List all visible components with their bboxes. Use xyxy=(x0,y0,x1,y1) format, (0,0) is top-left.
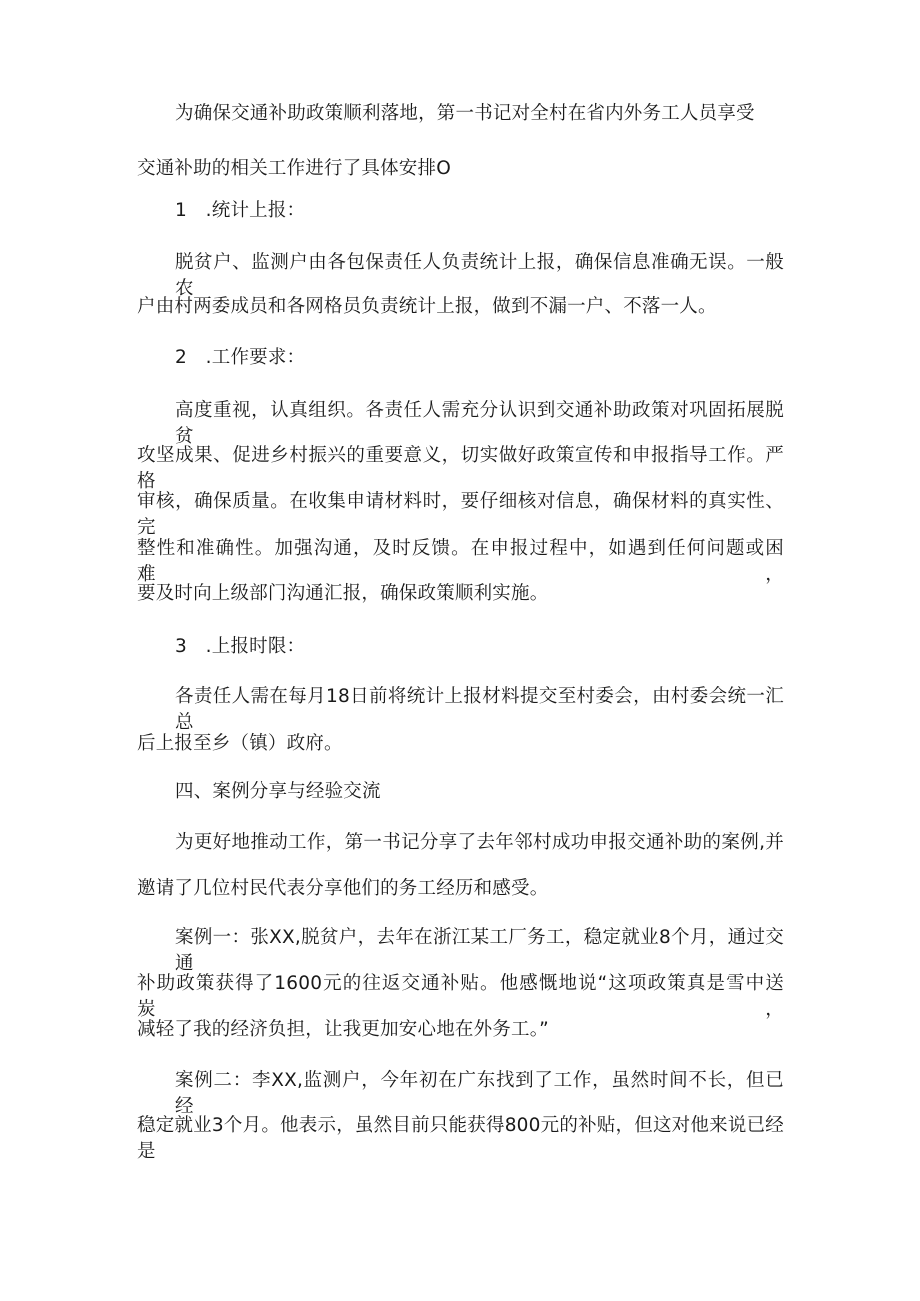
section-heading: 四、案例分享与经验交流 xyxy=(175,781,381,802)
paragraph-line: 邀请了几位村民代表分享他们的务工经历和感受。 xyxy=(137,878,549,899)
section-heading: 1 .统计上报： xyxy=(175,200,306,221)
paragraph-line: 后上报至乡（镇）政府。 xyxy=(137,733,343,754)
paragraph-line: 稳定就业3个月。他表示，虽然目前只能获得800元的补贴，但这对他来说已经是 xyxy=(137,1115,784,1162)
paragraph-line: 户由村两委成员和各网格员负责统计上报，做到不漏一户、不落一人。 xyxy=(137,296,717,317)
paragraph-line: 审核，确保质量。在收集申请材料时，要仔细核对信息，确保材料的真实性、完 xyxy=(137,491,784,538)
paragraph-line: 为更好地推动工作，第一书记分享了去年邻村成功申报交通补助的案例,并 xyxy=(175,832,784,853)
paragraph-line: 各责任人需在每月18日前将统计上报材料提交至村委会，由村委会统一汇总 xyxy=(175,686,784,733)
section-heading: 3 .上报时限： xyxy=(175,636,306,657)
paragraph-line: 高度重视，认真组织。各责任人需充分认识到交通补助政策对巩固拓展脱贫 xyxy=(175,400,784,447)
paragraph-line: 补助政策获得了1600元的往返交通补贴。他感慨地说“这项政策真是雪中送炭， xyxy=(137,973,784,1020)
paragraph-line: 要及时向上级部门沟通汇报，确保政策顺利实施。 xyxy=(137,583,549,604)
paragraph-line: 案例一：张XX,脱贫户，去年在浙江某工厂务工，稳定就业8个月，通过交通 xyxy=(175,927,784,974)
paragraph-line: 案例二：李XX,监测户，今年初在广东找到了工作，虽然时间不长，但已经 xyxy=(175,1070,784,1117)
paragraph-line: 脱贫户、监测户由各包保责任人负责统计上报，确保信息准确无误。一般农 xyxy=(175,252,784,299)
paragraph-line: 攻坚成果、促进乡村振兴的重要意义，切实做好政策宣传和申报指导工作。严格 xyxy=(137,445,784,492)
paragraph-line: 整性和准确性。加强沟通，及时反馈。在申报过程中，如遇到任何问题或困难， xyxy=(137,538,784,585)
paragraph-line: 为确保交通补助政策顺利落地，第一书记对全村在省内外务工人员享受 xyxy=(175,103,755,124)
paragraph-line: 交通补助的相关工作进行了具体安排O xyxy=(137,158,451,179)
section-heading: 2 .工作要求： xyxy=(175,347,306,368)
paragraph-line: 减轻了我的经济负担，让我更加安心地在外务工。” xyxy=(137,1019,549,1040)
